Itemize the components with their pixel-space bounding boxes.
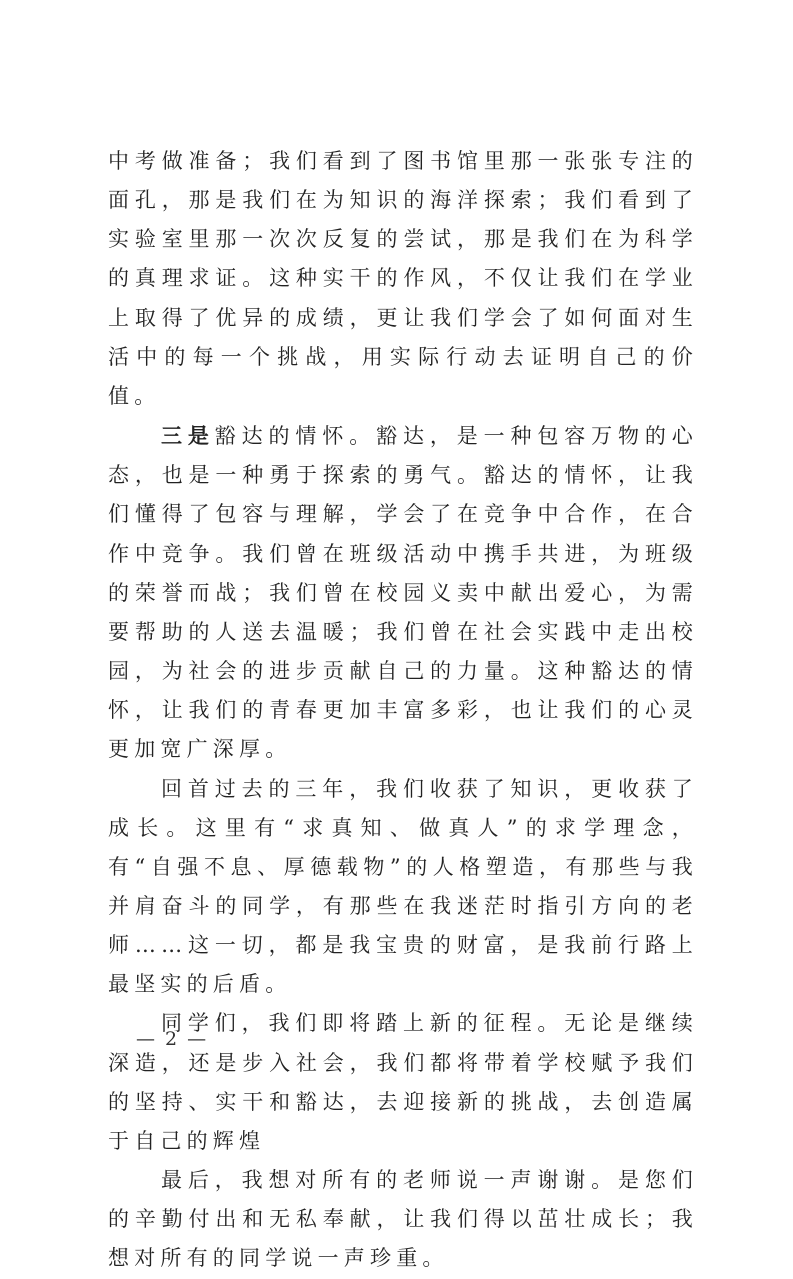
paragraph-text: 中考做准备；我们看到了图书馆里那一张张专注的面孔，那是我们在为知识的海洋探索；我们看到了实验室里那一次次反复的尝试，那是我们在为科学的真理求证。这种实干的作风，不仅让我们在学业上取得了优异的成绩，更让我们学会了如何面对生活中的每一个挑战，用实际行动去证明自己的价值。	[108, 149, 698, 408]
paragraph-text: 最后，我想对所有的老师说一声谢谢。是您们的辛勤付出和无私奉献，让我们得以茁壮成长；我想对所有的同学说一声珍重。	[108, 1168, 698, 1271]
paragraph	[108, 1161, 698, 1278]
paragraph-text: 回首过去的三年，我们收获了知识，更收获了成长。这里有“求真知、做真人”的求学理念，有“自强不息、厚德载物”的人格塑造，有那些与我并肩奋斗的同学，有那些在我迷茫时指引方向的老师……这一切，都是我宝贵的财富，是我前行路上最坚实的后盾。	[108, 776, 698, 997]
paragraph-text: 同学们，我们即将踏上新的征程。无论是继续深造，还是步入社会，我们都将带着学校赋予我们的坚持、实干和豁达，去迎接新的挑战，去创造属于自己的辉煌	[108, 1011, 698, 1153]
page-number: — 2 —	[136, 1028, 209, 1050]
paragraph-lead: 三是	[161, 423, 215, 449]
paragraph	[108, 142, 698, 416]
paragraph	[108, 416, 698, 769]
paragraph	[108, 770, 698, 1005]
document-body	[108, 142, 698, 1279]
paragraph-text: 豁达的情怀。豁达，是一种包容万物的心态，也是一种勇于探索的勇气。豁达的情怀，让我们懂得了包容与理解，学会了在竞争中合作，在合作中竞争。我们曾在班级活动中携手共进，为班级的荣誉而战；我们曾在校园义卖中献出爱心，为需要帮助的人送去温暖；我们曾在社会实践中走出校园，为社会的进步贡献自己的力量。这种豁达的情怀，让我们的青春更加丰富多彩，也让我们的心灵更加宽广深厚。	[108, 424, 698, 762]
